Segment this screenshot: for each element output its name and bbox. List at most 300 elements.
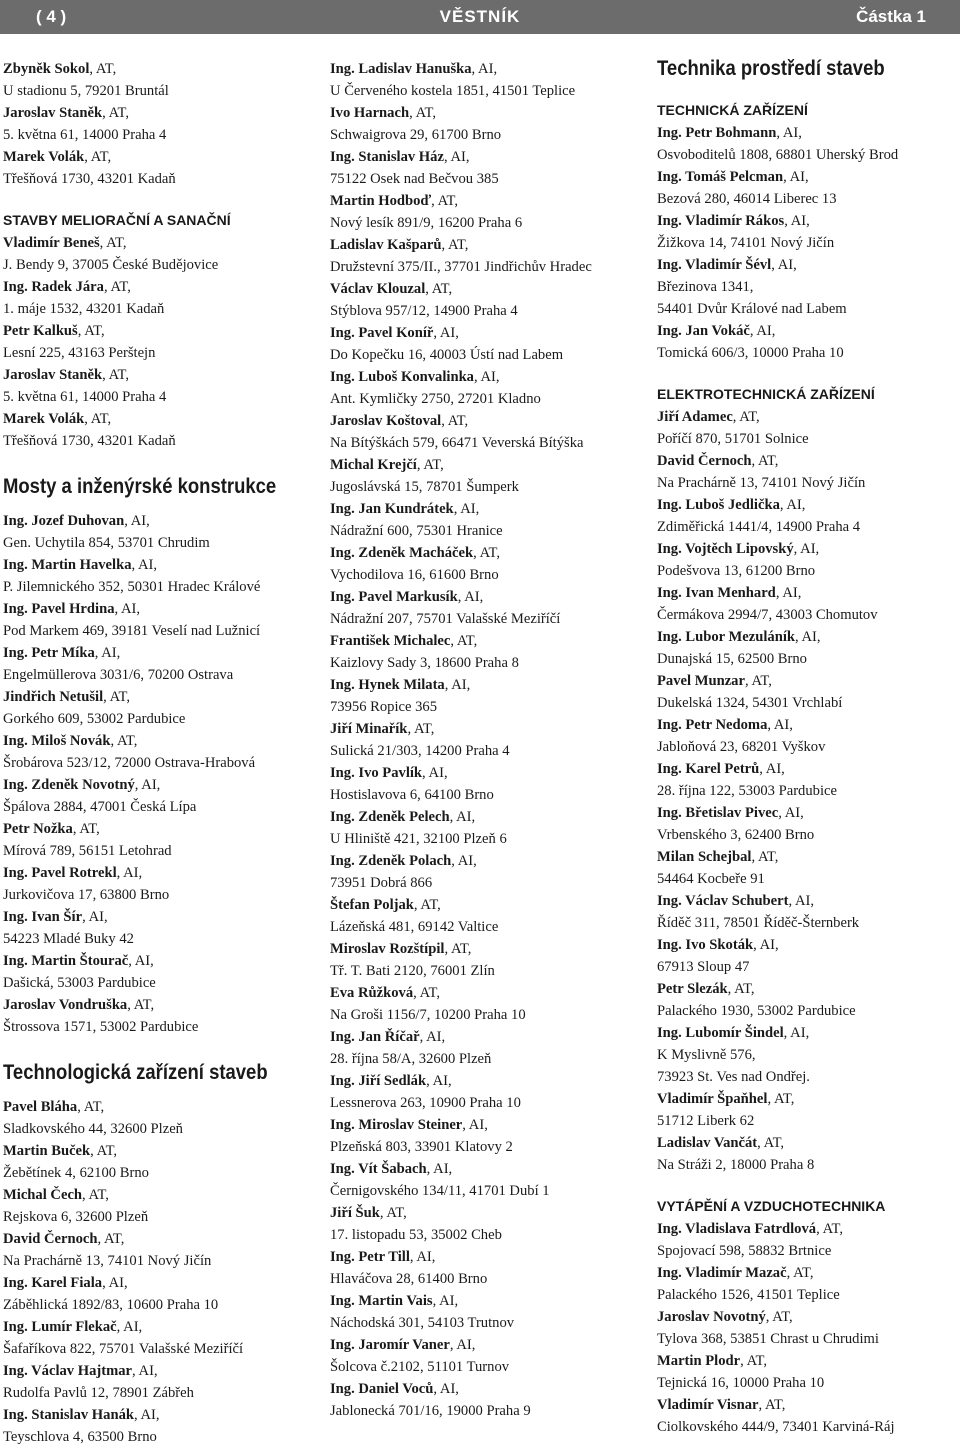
directory-entry — [330, 938, 640, 982]
issue-label: Částka 1 — [856, 7, 926, 26]
directory-entry — [3, 364, 313, 408]
authorization-type: AT, — [746, 1353, 767, 1369]
entry-name-line: Petr Kalkuš, AT, — [3, 323, 105, 339]
entry-name-line: Jaroslav Novotný, AT, — [657, 1309, 793, 1325]
entry-name-line: Vladimír Beneš, AT, — [3, 235, 127, 251]
entry-name-line: Pavel Bláha, AT, — [3, 1099, 105, 1115]
directory-entry — [657, 1132, 957, 1176]
authorization-type: AI, — [478, 61, 498, 77]
directory-entry — [3, 818, 313, 862]
person-name: Ing. Václav Hajtmar — [3, 1363, 133, 1379]
person-name: Vladimír Beneš — [3, 235, 100, 251]
person-name: Ing. Zdeněk Polach — [330, 853, 452, 869]
entry-name-line: Ing. Ladislav Hanuška, AI, — [330, 61, 498, 77]
entry-name-line: Ing. Vladislava Fatrdlová, AT, — [657, 1221, 843, 1237]
entry-name-line: Ivo Harnach, AT, — [330, 105, 436, 121]
person-name: Ing. Vít Šabach — [330, 1161, 427, 1177]
authorization-type: AT, — [479, 545, 501, 561]
authorization-type: AT, — [386, 1205, 407, 1221]
authorization-type: AT, — [431, 281, 453, 297]
authorization-type: AI, — [801, 629, 821, 645]
authorization-type: AI, — [101, 645, 121, 661]
person-name: David Černoch — [657, 453, 752, 469]
entry-name-line: Jaroslav Koštoval, AT, — [330, 413, 469, 429]
authorization-type: AT, — [90, 149, 112, 165]
entry-address: Na Prachárně 13, 74101 Nový Jičín — [657, 475, 866, 491]
person-name: Marek Volák — [3, 411, 85, 427]
entry-address: Vychodilova 16, 61600 Brno — [330, 567, 499, 583]
person-name: Ing. Karel Petrů — [657, 761, 760, 777]
page-number: ( 4 ) — [36, 7, 67, 26]
directory-entry — [3, 906, 313, 950]
entry-address: Nádražní 600, 75301 Hranice — [330, 523, 503, 539]
person-name: Miroslav Rozštípil — [330, 941, 445, 957]
entry-address: Plzeňská 803, 33901 Klatovy 2 — [330, 1139, 513, 1155]
authorization-type: AI, — [480, 369, 500, 385]
authorization-type: AI, — [123, 865, 143, 881]
entry-address: Šrobárova 523/12, 72000 Ostrava-Hrabová — [3, 755, 256, 771]
entry-name-line: Michal Čech, AT, — [3, 1187, 109, 1203]
entry-name-line: Ing. Vladimír Rákos, AI, — [657, 213, 810, 229]
entry-address: 73956 Ropice 365 — [330, 699, 438, 715]
entry-name-line: Ing. Jaromír Vaner, AI, — [330, 1337, 476, 1353]
authorization-type: AI, — [439, 1381, 459, 1397]
authorization-type: AI, — [789, 169, 809, 185]
directory-entry — [3, 774, 313, 818]
entry-address: Tomická 606/3, 10000 Praha 10 — [657, 345, 844, 361]
entry-address: Tylova 368, 53851 Chrast u Chrudimi — [657, 1331, 879, 1347]
entry-name-line: František Michalec, AT, — [330, 633, 478, 649]
person-name: Ing. Martin Vais — [330, 1293, 433, 1309]
entry-address: 51712 Liberk 62 — [657, 1113, 755, 1129]
authorization-type: AT, — [763, 1135, 785, 1151]
authorization-type: AI, — [134, 953, 154, 969]
authorization-type: AT, — [84, 323, 105, 339]
directory-entry — [3, 276, 313, 320]
entry-name-line: Vladimír Visnar, AT, — [657, 1397, 786, 1413]
person-name: Ing. Pavel Markusík — [330, 589, 458, 605]
directory-entry — [330, 718, 640, 762]
entry-address: J. Bendy 9, 37005 České Budějovice — [3, 257, 219, 273]
entry-name-line: Jindřich Netušil, AT, — [3, 689, 131, 705]
entry-name-line: David Černoch, AT, — [3, 1231, 125, 1247]
entry-name-line: Pavel Munzar, AT, — [657, 673, 772, 689]
person-name: David Černoch — [3, 1231, 98, 1247]
entry-address: Gorkého 609, 53002 Pardubice — [3, 711, 186, 727]
person-name: Ing. Břetislav Pivec — [657, 805, 779, 821]
entry-name-line: Petr Slezák, AT, — [657, 981, 755, 997]
entry-address: Říděč 311, 78501 Říděč-Šternberk — [657, 915, 860, 931]
person-name: Ing. Václav Schubert — [657, 893, 789, 909]
entry-address: Žebětínek 4, 62100 Brno — [3, 1165, 149, 1181]
directory-entry — [657, 890, 957, 934]
authorization-type: AI, — [432, 1073, 452, 1089]
entry-name-line: Ing. Pavel Koníř, AI, — [330, 325, 459, 341]
entry-name-line: Ing. Radek Jára, AT, — [3, 279, 131, 295]
person-name: Ing. Martin Havelka — [3, 557, 132, 573]
directory-entry — [3, 58, 313, 102]
person-name: Jaroslav Staněk — [3, 367, 103, 383]
entry-address: Dašická, 53003 Pardubice — [3, 975, 156, 991]
person-name: Zbyněk Sokol — [3, 61, 90, 77]
person-name: Milan Schejbal — [657, 849, 752, 865]
section-heading: Technika prostředí staveb — [657, 57, 885, 80]
entry-address: Záběhlická 1892/83, 10600 Praha 10 — [3, 1297, 219, 1313]
authorization-type: AI, — [451, 677, 471, 693]
directory-entry — [3, 320, 313, 364]
entry-address: Březinova 1341, — [657, 279, 754, 295]
entry-name-line: Ing. Lumír Flekač, AI, — [3, 1319, 143, 1335]
entry-address-line-2: 73923 St. Ves nad Ondřej. — [657, 1069, 810, 1085]
person-name: Ing. Pavel Koníř — [330, 325, 434, 341]
entry-name-line: Jiří Minařík, AT, — [330, 721, 435, 737]
entry-address: Sulická 21/303, 14200 Praha 4 — [330, 743, 510, 759]
authorization-type: AI, — [456, 809, 476, 825]
entry-address: Družstevní 375/II., 37701 Jindřichův Hradec — [330, 259, 592, 275]
person-name: Jaroslav Koštoval — [330, 413, 442, 429]
entry-address: Spojovací 598, 58832 Brtnice — [657, 1243, 832, 1259]
entry-name-line: Ing. Ivo Pavlík, AI, — [330, 765, 448, 781]
person-name: Ing. Jan Říčař — [330, 1029, 420, 1045]
person-name: Ing. Lubomír Šindel — [657, 1025, 784, 1041]
authorization-type: AI, — [108, 1275, 128, 1291]
directory-entry — [3, 730, 313, 774]
entry-address: Lázeňská 481, 69142 Valtice — [330, 919, 499, 935]
entry-name-line: Martin Plodr, AT, — [657, 1353, 767, 1369]
person-name: Ing. Radek Jára — [3, 279, 104, 295]
authorization-type: AT, — [734, 981, 755, 997]
entry-list — [3, 58, 313, 190]
entry-name-line: Ing. Václav Hajtmar, AI, — [3, 1363, 158, 1379]
entry-address: Nádražní 207, 75701 Valašské Meziříčí — [330, 611, 561, 627]
entry-name-line: Ing. Václav Schubert, AI, — [657, 893, 815, 909]
authorization-type: AI, — [450, 149, 470, 165]
entry-name-line: Jiří Šuk, AT, — [330, 1205, 407, 1221]
entry-name-line: Ing. Martin Štourač, AI, — [3, 953, 154, 969]
directory-entry — [330, 1070, 640, 1114]
person-name: Jaroslav Novotný — [657, 1309, 766, 1325]
authorization-type: AI, — [759, 937, 779, 953]
authorization-type: AI, — [130, 513, 150, 529]
entry-address: Palackého 1526, 41501 Teplice — [657, 1287, 840, 1303]
authorization-type: AT, — [95, 61, 117, 77]
authorization-type: AI, — [795, 893, 815, 909]
person-name: Petr Nožka — [3, 821, 73, 837]
entry-list — [657, 122, 957, 364]
authorization-type: AT, — [108, 105, 129, 121]
directory-entry — [657, 406, 957, 450]
entry-address: Tejnická 16, 10000 Praha 10 — [657, 1375, 825, 1391]
person-name: Petr Slezák — [657, 981, 728, 997]
entry-name-line: Ing. Karel Fiala, AI, — [3, 1275, 128, 1291]
directory-entry — [330, 806, 640, 850]
entry-name-line: Ing. Petr Till, AI, — [330, 1249, 436, 1265]
entry-name-line: Ing. Ivan Šír, AI, — [3, 909, 108, 925]
entry-address: Schwaigrova 29, 61700 Brno — [330, 127, 502, 143]
entry-address: Třešňová 1730, 43201 Kadaň — [3, 433, 176, 449]
directory-entry — [3, 994, 313, 1038]
entry-address: Hlaváčova 28, 61400 Brno — [330, 1271, 488, 1287]
entry-address: Poříčí 870, 51701 Solnice — [657, 431, 809, 447]
authorization-type: AI, — [790, 1025, 810, 1041]
authorization-type: AI, — [765, 761, 785, 777]
person-name: Ing. Petr Till — [330, 1249, 410, 1265]
person-name: Ing. Vladimír Šévl — [657, 257, 772, 273]
person-name: Eva Růžková — [330, 985, 414, 1001]
directory-entry — [330, 1026, 640, 1070]
directory-entry — [330, 58, 640, 102]
authorization-type: AI, — [468, 1117, 488, 1133]
authorization-type: AI, — [433, 1161, 453, 1177]
authorization-type: AI, — [439, 1293, 459, 1309]
entry-name-line: Ing. Martin Vais, AI, — [330, 1293, 459, 1309]
entry-name-line: Jaroslav Staněk, AT, — [3, 367, 129, 383]
directory-entry — [3, 686, 313, 730]
entry-name-line: Jaroslav Vondruška, AT, — [3, 997, 155, 1013]
person-name: Ing. Jan Vokáč — [657, 323, 750, 339]
authorization-type: AT, — [757, 453, 779, 469]
entry-name-line: Ing. Jan Vokáč, AI, — [657, 323, 776, 339]
authorization-type: AT, — [90, 411, 112, 427]
entry-address: Rejskova 6, 32600 Plzeň — [3, 1209, 149, 1225]
entry-address: Štrossova 1571, 53002 Pardubice — [3, 1019, 199, 1035]
authorization-type: AI, — [456, 1337, 476, 1353]
entry-name-line: Ing. Daniel Voců, AI, — [330, 1381, 459, 1397]
entry-address: U Červeného kostela 1851, 41501 Teplice — [330, 83, 576, 99]
journal-title: VĚSTNÍK — [439, 7, 521, 26]
directory-entry — [330, 234, 640, 278]
directory-entry — [657, 450, 957, 494]
directory-entry — [330, 1378, 640, 1422]
authorization-type: AI, — [428, 765, 448, 781]
directory-entry — [3, 598, 313, 642]
entry-address: Gen. Uchytila 854, 53701 Chrudim — [3, 535, 210, 551]
entry-address: Špálova 2884, 47001 Česká Lípa — [3, 799, 197, 815]
directory-entry — [3, 510, 313, 554]
entry-name-line: Marek Volák, AT, — [3, 149, 112, 165]
directory-entry — [3, 1316, 313, 1360]
authorization-type: AT, — [793, 1265, 814, 1281]
person-name: Ing. Petr Bohmann — [657, 125, 777, 141]
entry-name-line: Ing. Ivan Menhard, AI, — [657, 585, 802, 601]
person-name: Jiří Adamec — [657, 409, 733, 425]
entry-address: 5. května 61, 14000 Praha 4 — [3, 389, 167, 405]
directory-entry — [3, 862, 313, 906]
authorization-type: AI, — [782, 125, 802, 141]
entry-address: Teyschlova 4, 63500 Brno — [3, 1429, 157, 1445]
entry-list — [3, 510, 313, 1038]
entry-address: Stýblova 957/12, 14900 Praha 4 — [330, 303, 518, 319]
entry-address: Žižkova 14, 74101 Nový Jičín — [657, 235, 835, 251]
entry-name-line: Milan Schejbal, AT, — [657, 849, 779, 865]
entry-address: 1. máje 1532, 43201 Kadaň — [3, 301, 165, 317]
entry-address: 17. listopadu 53, 35002 Cheb — [330, 1227, 502, 1243]
person-name: Ing. Miroslav Steiner — [330, 1117, 463, 1133]
entry-address: Na Prachárně 13, 74101 Nový Jičín — [3, 1253, 212, 1269]
person-name: Ing. Vladimír Rákos — [657, 213, 785, 229]
directory-entry — [3, 102, 313, 146]
directory-entry — [330, 850, 640, 894]
entry-address: K Myslivně 576, — [657, 1047, 756, 1063]
person-name: Ing. Miloš Novák — [3, 733, 111, 749]
authorization-type: AT, — [772, 1309, 793, 1325]
entry-name-line: Ing. Jiří Sedlák, AI, — [330, 1073, 452, 1089]
entry-name-line: Ing. Vojtěch Lipovský, AI, — [657, 541, 820, 557]
person-name: Ing. Ivo Skoták — [657, 937, 754, 953]
directory-entry — [3, 146, 313, 190]
directory-entry — [3, 408, 313, 452]
directory-entry — [330, 366, 640, 410]
directory-entry — [3, 1228, 313, 1272]
directory-entry — [330, 762, 640, 806]
entry-name-line: Ladislav Vančát, AT, — [657, 1135, 785, 1151]
person-name: Ing. Ivan Menhard — [657, 585, 776, 601]
person-name: Ing. Pavel Hrdina — [3, 601, 115, 617]
person-name: Ing. Zdeněk Novotný — [3, 777, 135, 793]
directory-entry — [330, 674, 640, 718]
authorization-type: AI, — [416, 1249, 436, 1265]
person-name: Ing. Ladislav Hanuška — [330, 61, 472, 77]
person-name: Ing. Stanislav Hanák — [3, 1407, 134, 1423]
authorization-type: AI, — [121, 601, 141, 617]
entry-name-line: Petr Nožka, AT, — [3, 821, 100, 837]
authorization-type: AT, — [420, 897, 441, 913]
entry-name-line: Ing. Vít Šabach, AI, — [330, 1161, 453, 1177]
entry-address: Podešvova 13, 61200 Brno — [657, 563, 816, 579]
authorization-type: AT, — [103, 1231, 125, 1247]
entry-address: Nový lesík 891/9, 16200 Praha 6 — [330, 215, 523, 231]
entry-address: P. Jilemnického 352, 50301 Hradec Králové — [3, 579, 261, 595]
directory-entry — [657, 1088, 957, 1132]
entry-name-line: Ing. Zdeněk Novotný, AI, — [3, 777, 161, 793]
person-name: Ing. Hynek Milata — [330, 677, 445, 693]
entry-name-line: Ing. Jozef Duhovan, AI, — [3, 513, 150, 529]
directory-entry — [657, 714, 957, 758]
person-name: Pavel Munzar — [657, 673, 745, 689]
directory-entry — [330, 146, 640, 190]
person-name: Ing. Zdeněk Pelech — [330, 809, 450, 825]
directory-entry — [3, 950, 313, 994]
entry-name-line: Ing. Karel Petrů, AI, — [657, 761, 785, 777]
entry-address: U Hliniště 421, 32100 Plzeň 6 — [330, 831, 507, 847]
authorization-type: AT, — [419, 985, 441, 1001]
directory-entry — [3, 554, 313, 598]
entry-address: Bezová 280, 46014 Liberec 13 — [657, 191, 837, 207]
entry-address: Pod Markem 469, 39181 Veselí nad Lužnicí — [3, 623, 261, 639]
directory-entry — [657, 122, 957, 166]
person-name: Michal Čech — [3, 1187, 83, 1203]
entry-name-line: Ing. Pavel Markusík, AI, — [330, 589, 484, 605]
directory-entry — [657, 1262, 957, 1306]
person-name: Vladimír Špaňhel — [657, 1091, 768, 1107]
authorization-type: AT, — [110, 279, 131, 295]
directory-entry — [657, 254, 957, 320]
directory-entry — [330, 102, 640, 146]
person-name: Ing. Tomáš Pelcman — [657, 169, 784, 185]
entry-name-line: Ing. Jan Říčař, AI, — [330, 1029, 446, 1045]
authorization-type: AI, — [782, 585, 802, 601]
entry-address-line-2: 54401 Dvůr Králové nad Labem — [657, 301, 847, 317]
entry-name-line: Ing. Hynek Milata, AI, — [330, 677, 471, 693]
authorization-type: AI, — [790, 213, 810, 229]
entry-name-line: Ing. Břetislav Pivec, AI, — [657, 805, 804, 821]
authorization-type: AT, — [83, 1099, 105, 1115]
directory-entry — [3, 232, 313, 276]
person-name: Ing. Stanislav Ház — [330, 149, 444, 165]
entry-address: Do Kopečku 16, 40003 Ústí nad Labem — [330, 347, 564, 363]
entry-address: 28. října 58/A, 32600 Plzeň — [330, 1051, 492, 1067]
directory-entry — [657, 802, 957, 846]
directory-entry — [657, 320, 957, 364]
entry-name-line: Ing. Petr Míka, AI, — [3, 645, 121, 661]
directory-entry — [330, 1202, 640, 1246]
entry-address: 5. května 61, 14000 Praha 4 — [3, 127, 167, 143]
authorization-type: AI, — [756, 323, 776, 339]
authorization-type: AI, — [140, 1407, 160, 1423]
entry-name-line: Marek Volák, AT, — [3, 411, 112, 427]
directory-entry — [330, 894, 640, 938]
entry-name-line: Ing. Luboš Konvalinka, AI, — [330, 369, 500, 385]
person-name: Ing. Ivo Pavlík — [330, 765, 423, 781]
authorization-type: AT, — [448, 237, 469, 253]
section-heading: Technologická zařízení staveb — [3, 1061, 268, 1084]
directory-entry — [657, 846, 957, 890]
entry-address: Dukelská 1324, 54301 Vrchlabí — [657, 695, 843, 711]
entry-address: Čermákova 2994/7, 43003 Chomutov — [657, 607, 878, 623]
entry-address: Lessnerova 263, 10900 Praha 10 — [330, 1095, 521, 1111]
directory-entry — [330, 278, 640, 322]
entry-address: Zdiměřická 1441/4, 14900 Praha 4 — [657, 519, 861, 535]
authorization-type: AT, — [456, 633, 478, 649]
person-name: Ing. Luboš Jedlička — [657, 497, 780, 513]
person-name: Štefan Poljak — [330, 897, 414, 913]
person-name: Ing. Ivan Šír — [3, 909, 83, 925]
person-name: Ing. Petr Míka — [3, 645, 95, 661]
person-name: Ing. Jaromír Vaner — [330, 1337, 450, 1353]
authorization-type: AI, — [123, 1319, 143, 1335]
entry-address: Jurkovičova 17, 63800 Brno — [3, 887, 170, 903]
person-name: Jaroslav Staněk — [3, 105, 103, 121]
directory-entry — [657, 166, 957, 210]
column-1 — [3, 58, 313, 1448]
entry-address: 54464 Kocbeře 91 — [657, 871, 765, 887]
directory-entry — [330, 1114, 640, 1158]
authorization-type: AI, — [786, 497, 806, 513]
person-name: Jaroslav Vondruška — [3, 997, 128, 1013]
directory-entry — [657, 1306, 957, 1350]
directory-entry — [330, 454, 640, 498]
directory-entry — [657, 1218, 957, 1262]
authorization-type: AT, — [109, 689, 131, 705]
entry-address: Na Groši 1156/7, 10200 Praha 10 — [330, 1007, 526, 1023]
entry-name-line: Ing. Lubor Mezuláník, AI, — [657, 629, 821, 645]
person-name: Ing. Lubor Mezuláník — [657, 629, 795, 645]
directory-entry — [330, 1246, 640, 1290]
authorization-type: AI, — [88, 909, 108, 925]
entry-name-line: Jiří Adamec, AT, — [657, 409, 760, 425]
entry-name-line: Ing. Miroslav Steiner, AI, — [330, 1117, 488, 1133]
column-2 — [330, 58, 640, 1422]
entry-address: Náchodská 301, 54103 Trutnov — [330, 1315, 515, 1331]
entry-list — [657, 1218, 957, 1438]
authorization-type: AT, — [106, 235, 127, 251]
person-name: Ing. Jiří Sedlák — [330, 1073, 427, 1089]
authorization-type: AI, — [426, 1029, 446, 1045]
person-name: Jindřich Netušil — [3, 689, 104, 705]
entry-address: Třešňová 1730, 43201 Kadaň — [3, 171, 176, 187]
directory-entry — [330, 1290, 640, 1334]
entry-name-line: Ing. Stanislav Hanák, AI, — [3, 1407, 160, 1423]
